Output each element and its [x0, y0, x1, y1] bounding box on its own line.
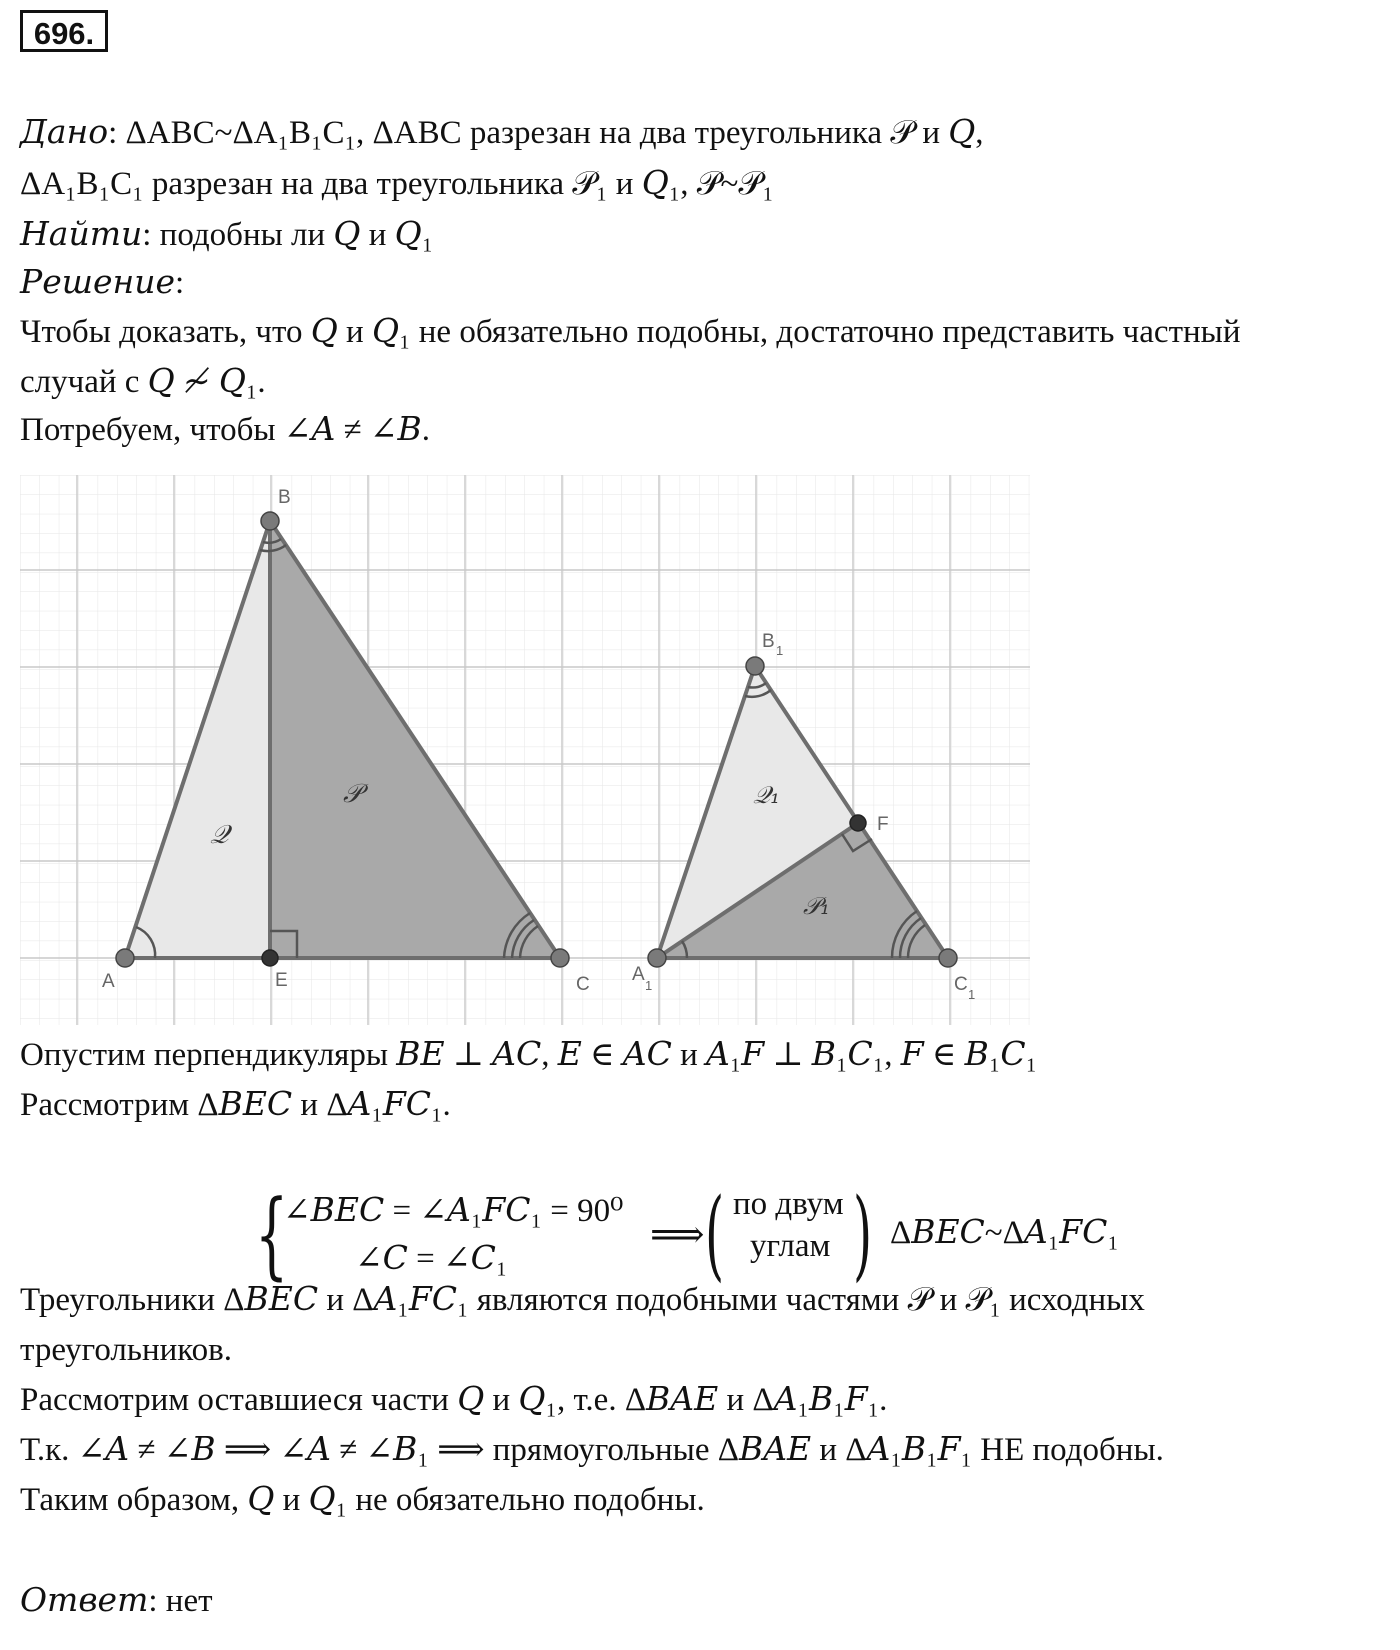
given-line-1 — [20, 112, 984, 153]
point-c1 — [939, 949, 957, 967]
label-a1-sub: 1 — [645, 978, 653, 993]
find-line — [20, 214, 433, 255]
point-a1 — [648, 949, 666, 967]
point-c — [551, 949, 569, 967]
label-f: F — [877, 814, 889, 835]
paragraph-4: Рассмотрим Δ𝐵𝐸𝐶 и Δ𝐴₁𝐹𝐶₁. — [20, 1087, 451, 1123]
find-label: Найти — [20, 214, 143, 253]
paragraph-8: Таким образом, 𝑄 и 𝑄₁ не обязательно подобны. — [20, 1482, 705, 1518]
reason-line-1: по двум — [733, 1186, 844, 1222]
system-row-1: ∠𝐵𝐸𝐶 = ∠𝐴₁𝐹𝐶₁ = 90⁰ — [283, 1193, 624, 1229]
paragraph-1a: Чтобы доказать, что 𝑄 и 𝑄₁ не обязательно подобны, достаточно представить частный — [20, 314, 1241, 350]
label-e: E — [275, 970, 288, 991]
solution-label: Решение — [20, 262, 176, 301]
label-b: B — [278, 487, 291, 508]
system-brace: { — [255, 1180, 289, 1290]
given-text-1: : ΔABC~ΔA₁B₁C₁, ΔABC разрезан на два треугольника 𝒫 и 𝑄, — [108, 115, 984, 151]
system-result: Δ𝐵𝐸𝐶~Δ𝐴₁𝐹𝐶₁ — [890, 1215, 1119, 1251]
answer-label: Ответ — [20, 1580, 149, 1619]
given-line-2: ΔA₁B₁C₁ разрезан на два треугольника 𝒫₁ и 𝑄₁, 𝒫~𝒫₁ — [20, 166, 774, 202]
find-text: : подобны ли 𝑄 и 𝑄₁ — [142, 217, 434, 253]
system-row-2: ∠𝐶 = ∠𝐶₁ — [355, 1241, 508, 1277]
label-q: 𝒬 — [210, 820, 229, 850]
point-f — [850, 815, 866, 831]
label-p1: 𝒫₁ — [803, 892, 830, 920]
label-c: C — [576, 974, 590, 995]
label-q1: 𝒬₁ — [753, 781, 780, 809]
paragraph-1b: случай с 𝑄 ≁ 𝑄₁. — [20, 364, 266, 400]
answer-text: : нет — [148, 1583, 213, 1619]
solution-line — [20, 262, 184, 303]
label-b1: B — [762, 631, 775, 652]
point-b1 — [746, 657, 764, 675]
geometry-figure — [20, 475, 1035, 1030]
label-p: 𝒫 — [343, 779, 362, 809]
paragraph-6: Рассмотрим оставшиеся части 𝑄 и 𝑄₁, т.е. Δ𝐵𝐴𝐸 и Δ𝐴₁𝐵₁𝐹₁. — [20, 1382, 888, 1418]
paragraph-7: Т.к. ∠𝐴 ≠ ∠𝐵 ⟹ ∠𝐴 ≠ ∠𝐵₁ ⟹ прямоугольные Δ𝐵𝐴𝐸 и Δ𝐴₁𝐵₁𝐹₁ НЕ подобны. — [20, 1432, 1164, 1468]
point-e — [262, 950, 278, 966]
implies-arrow: ⟹ — [650, 1214, 705, 1256]
paren-left: ( — [705, 1178, 725, 1292]
point-a — [116, 949, 134, 967]
paragraph-5b: треугольников. — [20, 1332, 232, 1368]
answer-line — [20, 1580, 213, 1621]
paragraph-2: Потребуем, чтобы ∠𝐴 ≠ ∠𝐵. — [20, 412, 431, 448]
solution-colon: : — [175, 265, 185, 301]
paren-right: ) — [853, 1178, 873, 1292]
paragraph-3: Опустим перпендикуляры 𝐵𝐸 ⊥ 𝐴𝐶, 𝐸 ∈ 𝐴𝐶 и 𝐴₁𝐹 ⊥ 𝐵₁𝐶₁, 𝐹 ∈ 𝐵₁𝐶₁ — [20, 1037, 1038, 1073]
given-label: Дано — [20, 112, 109, 151]
paragraph-5a: Треугольники Δ𝐵𝐸𝐶 и Δ𝐴₁𝐹𝐶₁ являются подобными частями 𝒫 и 𝒫₁ исходных — [20, 1282, 1145, 1318]
label-a: A — [102, 971, 115, 992]
reason-line-2: углам — [750, 1228, 831, 1264]
equation-system — [255, 1178, 1155, 1292]
label-a1: A — [632, 964, 645, 985]
problem-number: 696. — [20, 10, 108, 52]
point-b — [261, 512, 279, 530]
label-b1-sub: 1 — [776, 643, 784, 658]
label-c1: C — [954, 974, 968, 995]
label-c1-sub: 1 — [968, 987, 976, 1002]
